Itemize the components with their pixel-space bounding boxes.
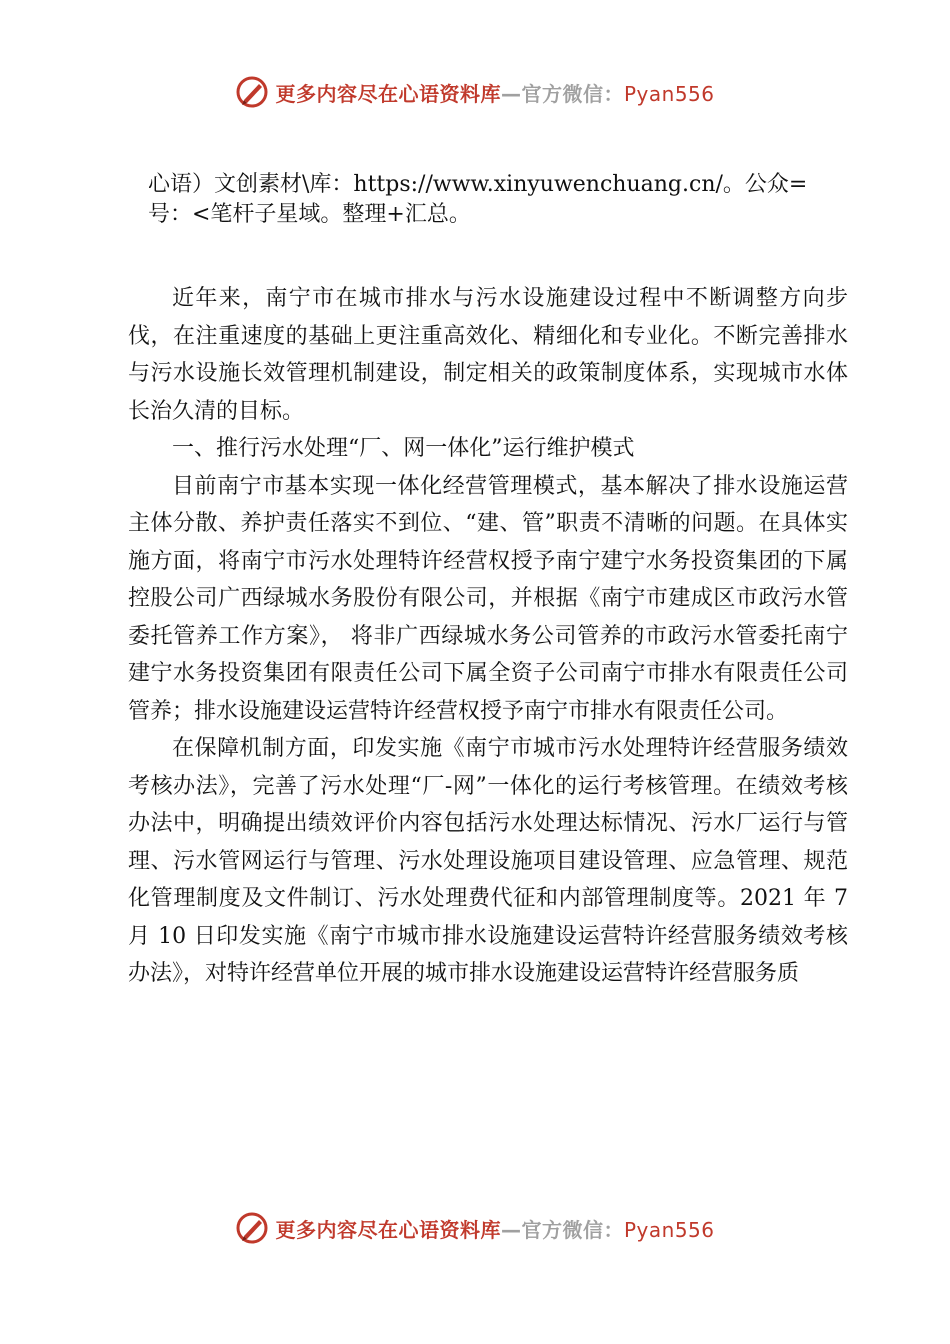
source-note-line-2: 号：<笔杆子星域。整理+汇总。 [148, 202, 471, 227]
banner-brand: 更多内容尽在心语资料库 [275, 81, 501, 106]
section-heading-1: 一、推行污水处理“厂、网一体化”运行维护模式 [172, 436, 635, 461]
document-body [128, 280, 848, 993]
banner-brand: 更多内容尽在心语资料库 [275, 1217, 501, 1242]
banner-official: —官方微信： [500, 1217, 624, 1242]
banner-wechat: Pyan556 [623, 1217, 715, 1242]
pen-logo-icon [235, 75, 269, 109]
banner-official: —官方微信： [500, 81, 624, 106]
banner-text [275, 1214, 714, 1243]
source-note [148, 170, 868, 230]
source-note-line-1: 心语）文创素材\库：https://www.xinyuwenchuang.cn/。公众= [148, 172, 808, 197]
header-watermark-banner [0, 70, 950, 114]
pen-logo-icon [235, 1211, 269, 1245]
paragraph-guarantee: 在保障机制方面，印发实施《南宁市城市污水处理特许经营服务绩效考核办法》，完善了污水处理“厂-网”一体化的运行考核管理。在绩效考核办法中，明确提出绩效评价内容包括污水处理达标情况、污水厂运行与管理、污水管网运行与管理、污水处理设施项目建设管理、应急管理、规范化管理制度及文件制订、污水处理费代征和内部管理制度等。2021 年 7 月 10 日印发实施《南宁市城市排水设施建设运营特许经营服务绩效考核办法》，对特许经营单位开展的城市排水设施建设运营特许经营服务质 [128, 736, 848, 986]
banner-wechat: Pyan556 [623, 81, 715, 106]
paragraph-implementation: 目前南宁市基本实现一体化经营管理模式，基本解决了排水设施运营主体分散、养护责任落实不到位、“建、管”职责不清晰的问题。在具体实施方面，将南宁市污水处理特许经营权授予南宁建宁水务投资集团的下属控股公司广西绿城水务股份有限公司，并根据《南宁市建成区市政污水管委托管养工作方案》， 将非广西绿城水务公司管养的市政污水管委托南宁建宁水务投资集团有限责任公司下属全资子公司南宁市排水有限责任公司管养；排水设施建设运营特许经营权授予南宁市排水有限责任公司。 [128, 473, 848, 724]
footer-watermark-banner [0, 1206, 950, 1250]
banner-text [275, 78, 714, 107]
paragraph-intro: 近年来，南宁市在城市排水与污水设施建设过程中不断调整方向步伐，在注重速度的基础上更注重高效化、精细化和专业化。不断完善排水与污水设施长效管理机制建设，制定相关的政策制度体系，实现城市水体长治久清的目标。 [128, 286, 848, 424]
